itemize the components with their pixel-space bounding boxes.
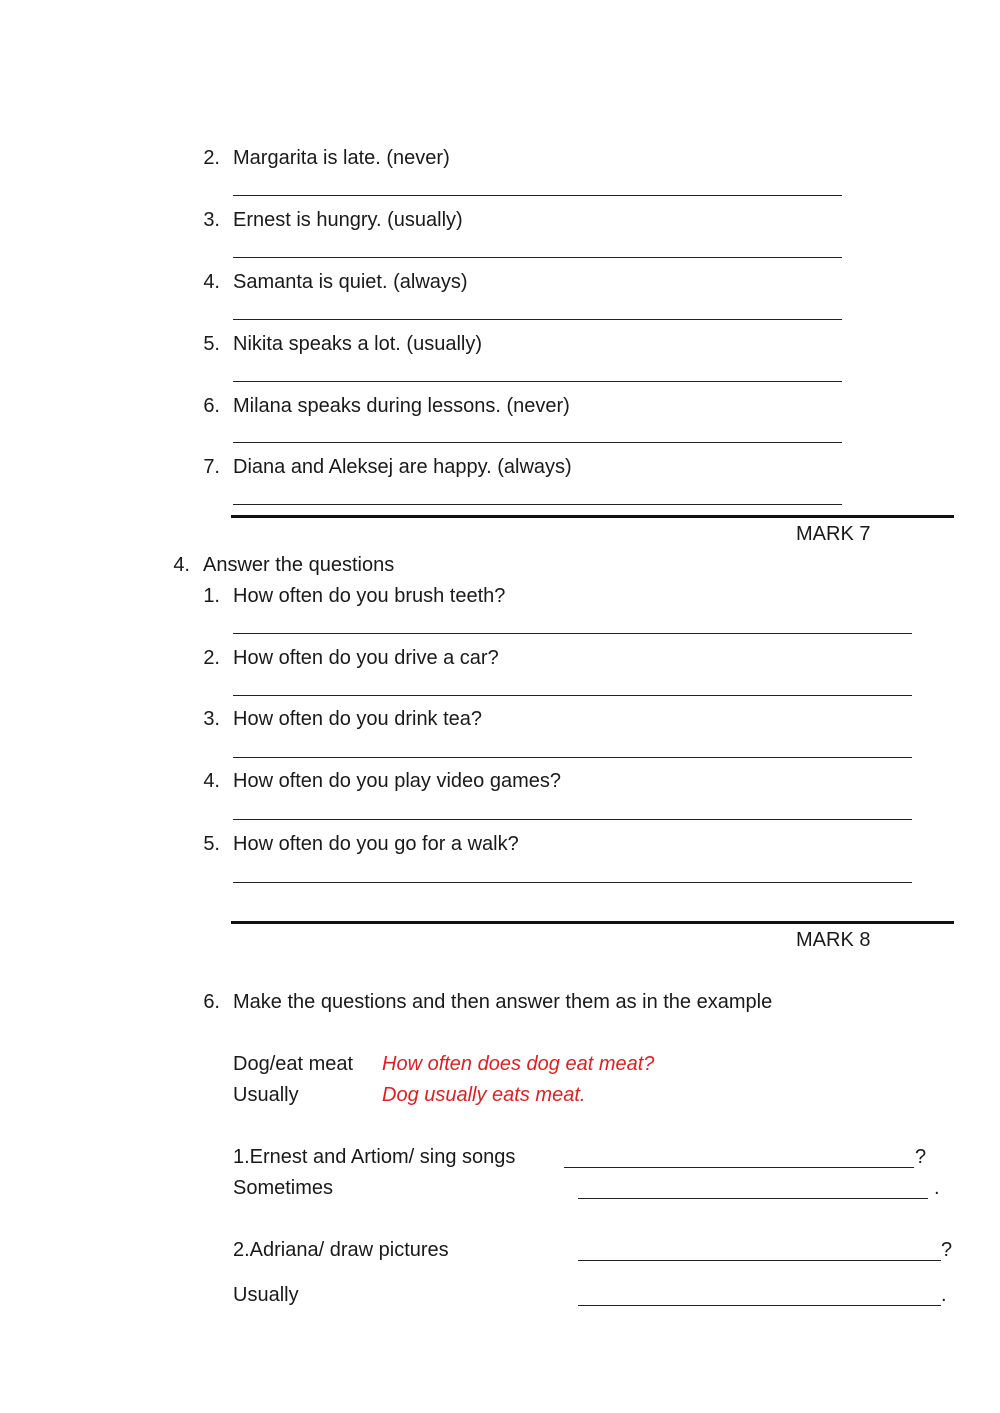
example-answer: Dog usually eats meat. (382, 1084, 586, 1106)
section-title: Answer the questions (203, 554, 395, 576)
mark-label: MARK 7 (796, 523, 871, 545)
item-number: 5. (203, 333, 220, 355)
answer-line[interactable] (233, 380, 842, 382)
question-prompt: How often do you drive a car? (233, 647, 499, 669)
section-number: 4. (173, 554, 190, 576)
exercise-adverb: Usually (233, 1284, 299, 1306)
answer-line[interactable] (233, 818, 912, 820)
answer-line[interactable] (233, 694, 912, 696)
question-mark: ? (941, 1239, 953, 1261)
question-prompt: How often do you go for a walk? (233, 833, 519, 855)
section-number: 6. (203, 991, 220, 1013)
sentence-prompt: Nikita speaks a lot. (usually) (233, 333, 482, 355)
question-prompt: How often do you drink tea? (233, 708, 483, 730)
answer-line[interactable] (233, 256, 842, 258)
example-adverb: Usually (233, 1084, 299, 1106)
section-divider (231, 921, 954, 924)
sentence-answer-line[interactable] (578, 1197, 928, 1199)
full-stop: . (934, 1177, 940, 1199)
sentence-prompt: Margarita is late. (never) (233, 147, 450, 169)
sentence-prompt: Ernest is hungry. (usually) (233, 209, 463, 231)
section-title: Make the questions and then answer them as in the example (233, 991, 773, 1013)
item-number: 4. (203, 271, 220, 293)
full-stop: . (941, 1284, 947, 1306)
sentence-prompt: Samanta is quiet. (always) (233, 271, 468, 293)
question-mark: ? (915, 1146, 927, 1168)
answer-line[interactable] (233, 318, 842, 320)
mark-label: MARK 8 (796, 929, 871, 951)
answer-line[interactable] (233, 441, 842, 443)
item-number: 3. (203, 209, 220, 231)
item-number: 2. (203, 147, 220, 169)
item-number: 3. (203, 708, 220, 730)
section-divider (231, 515, 954, 518)
item-number: 5. (203, 833, 220, 855)
sentence-answer-line[interactable] (578, 1304, 941, 1306)
answer-line[interactable] (233, 881, 912, 883)
sentence-prompt: Milana speaks during lessons. (never) (233, 395, 570, 417)
exercise-prompt: 2.Adriana/ draw pictures (233, 1239, 449, 1261)
example-question: How often does dog eat meat? (382, 1053, 655, 1075)
item-number: 4. (203, 770, 220, 792)
answer-line[interactable] (233, 194, 842, 196)
sentence-prompt: Diana and Aleksej are happy. (always) (233, 456, 572, 478)
item-number: 1. (203, 585, 220, 607)
question-prompt: How often do you brush teeth? (233, 585, 506, 607)
item-number: 7. (203, 456, 220, 478)
item-number: 6. (203, 395, 220, 417)
exercise-prompt: 1.Ernest and Artiom/ sing songs (233, 1146, 516, 1168)
question-answer-line[interactable] (578, 1259, 941, 1261)
example-prompt: Dog/eat meat (233, 1053, 354, 1075)
answer-line[interactable] (233, 503, 842, 505)
answer-line[interactable] (233, 756, 912, 758)
exercise-adverb: Sometimes (233, 1177, 334, 1199)
answer-line[interactable] (233, 632, 912, 634)
item-number: 2. (203, 647, 220, 669)
question-answer-line[interactable] (564, 1166, 914, 1168)
question-prompt: How often do you play video games? (233, 770, 561, 792)
